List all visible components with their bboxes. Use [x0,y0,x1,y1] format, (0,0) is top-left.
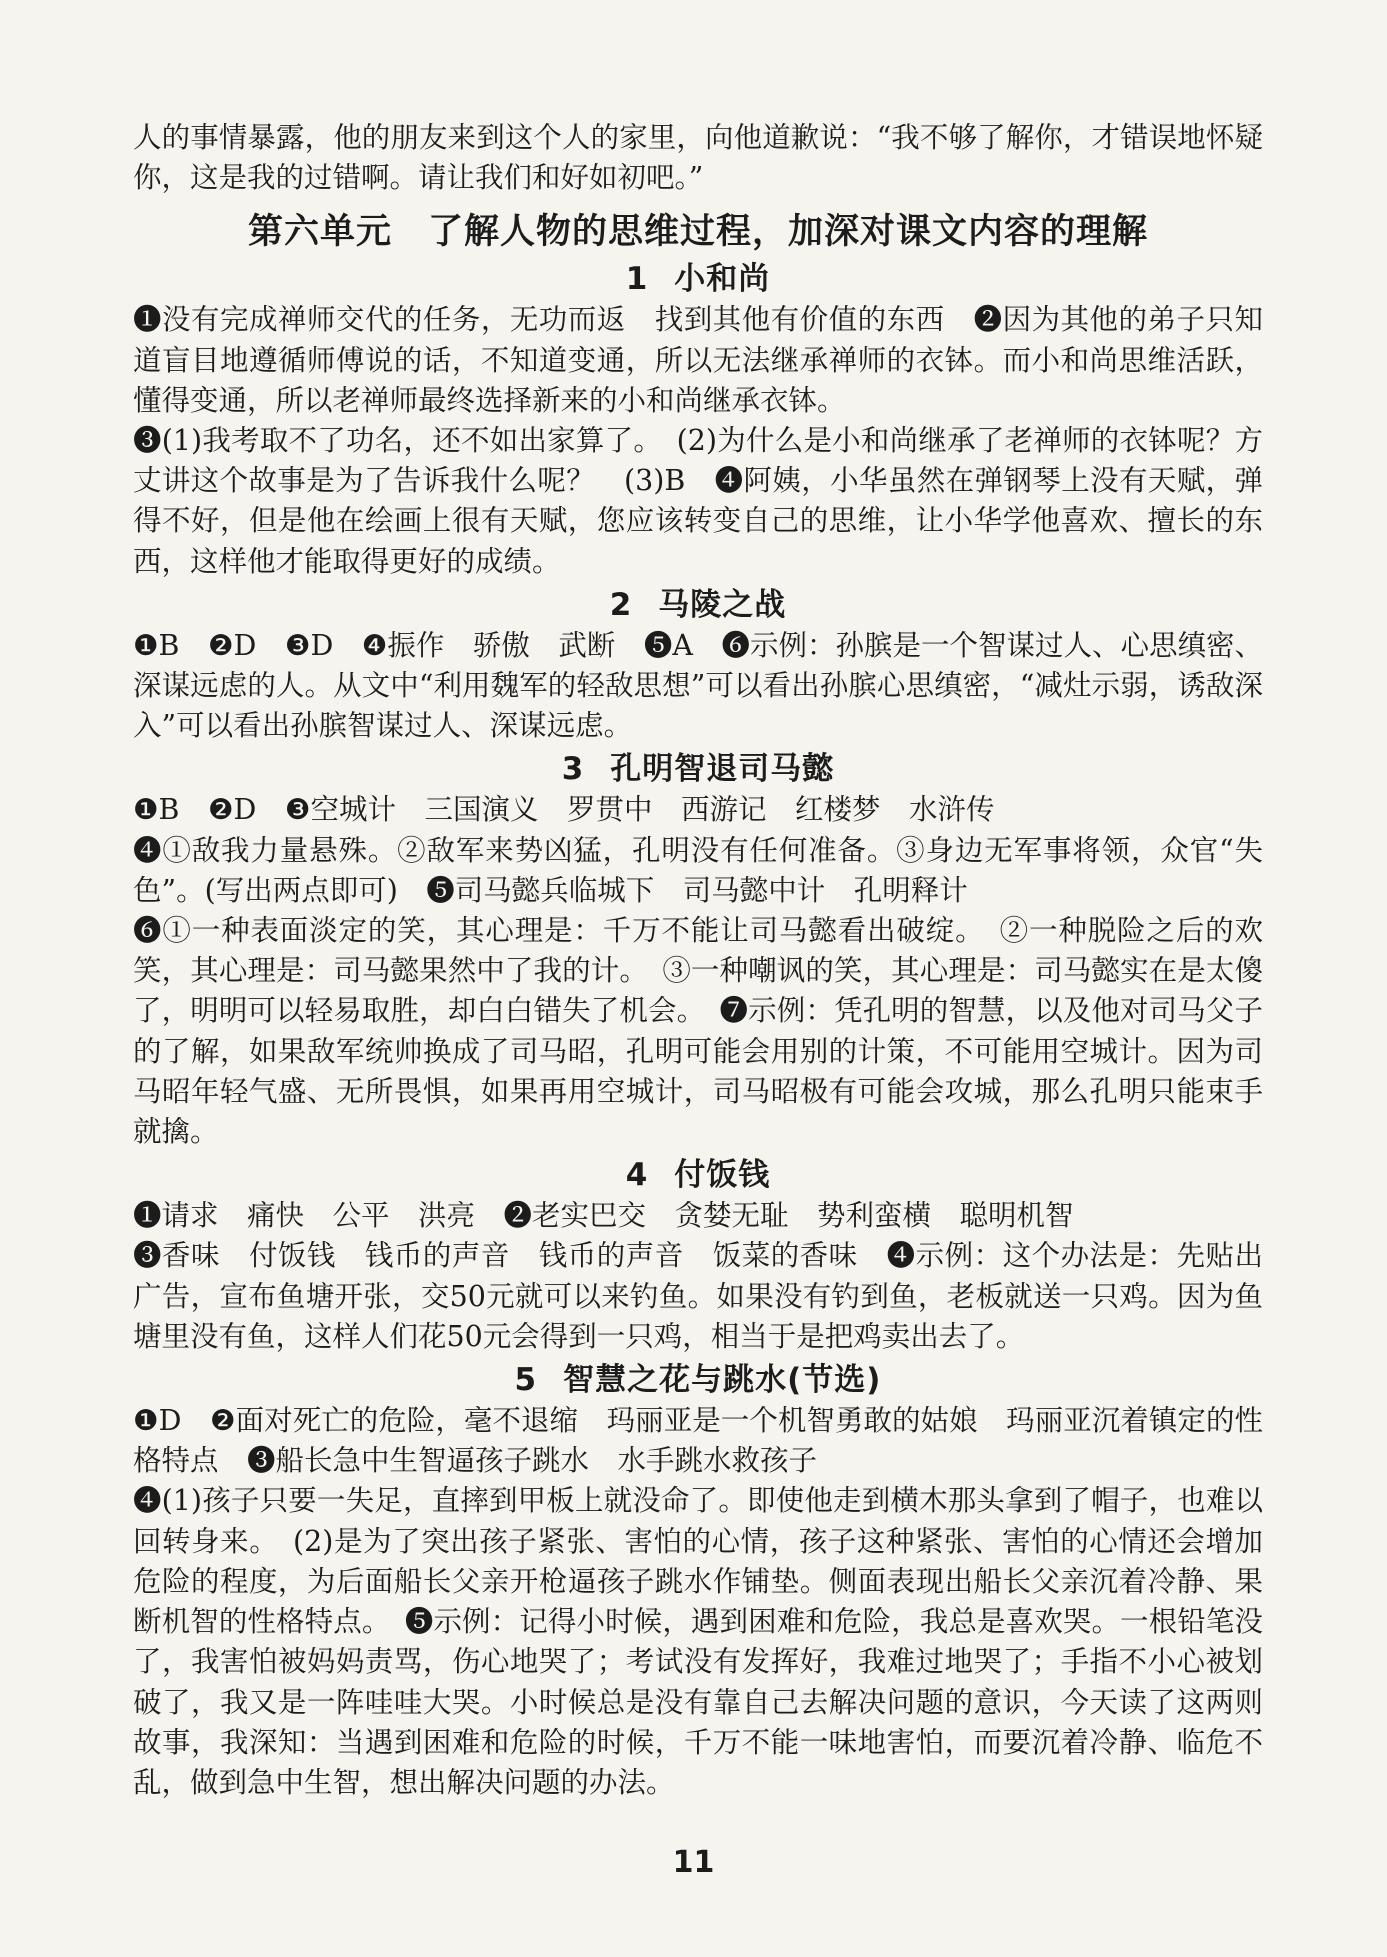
lesson-2 [133,584,1263,747]
lesson-number: 5 [514,1362,538,1399]
lesson-number: 3 [561,751,585,788]
answer-paragraph: ❹(1)孩子只要一失足，直摔到甲板上就没命了。即使他走到横木那头拿到了帽子，也难以回转身来。 (2)是为了突出孩子紧张、害怕的心情，孩子这种紧张、害怕的心情还会增加危险的程度，为后面船长父亲开枪逼孩子跳水作铺垫。侧面表现出船长父亲沉着冷静、果断机智的性格特点。 ❺示例：记得小时候，遇到困难和危险，我总是喜欢哭。一根铅笔没了，我害怕被妈妈责骂，伤心地哭了；考试没有发挥好，我难过地哭了；手指不小心被划破了，我又是一阵哇哇大哭。小时候总是没有靠自己去解决问题的意识，今天读了这两则故事，我深知：当遇到困难和危险的时候，千万不能一味地害怕，而要沉着冷静、临危不乱，做到急中生智，想出解决问题的办法。 [133,1484,1263,1799]
answer-paragraph: ❸(1)我考取不了功名，还不如出家算了。 (2)为什么是小和尚继承了老禅师的衣钵呢？方丈讲这个故事是为了告诉我什么呢？ (3)B ❹阿姨，小华虽然在弹钢琴上没有天赋，弹得不好，但是他在绘画上很有天赋，您应该转变自己的思维，让小华学他喜欢、擅长的东西，这样他才能取得更好的成绩。 [133,424,1263,578]
answer-paragraph: ❶没有完成禅师交代的任务，无功而返 找到其他有价值的东西 ❷因为其他的弟子只知道盲目地遵循师傅说的话，不知道变通，所以无法继承禅师的衣钵。而小和尚思维活跃，懂得变通，所以老禅师最终选择新来的小和尚继承衣钵。 [133,303,1263,417]
page-number: 11 [672,1845,715,1880]
answer-paragraph: ❸香味 付饭钱 钱币的声音 钱币的声音 饭菜的香味 ❹示例：这个办法是：先贴出广告，宣布鱼塘开张，交50元就可以来钓鱼。如果没有钓到鱼，老板就送一只鸡。因为鱼塘里没有鱼，这样人们花50元会得到一只鸡，相当于是把鸡卖出去了。 [133,1239,1263,1353]
lesson-name: 孔明智退司马懿 [610,751,835,788]
intro-paragraph: 人的事情暴露，他的朋友来到这个人的家里，向他道歉说：“我不够了解你，才错误地怀疑你，这是我的过错啊。请让我们和好如初吧。” [133,121,1263,195]
lesson-number: 1 [625,261,649,298]
lesson-title [133,258,1263,300]
answer-paragraph: ❹①敌我力量悬殊。②敌军来势凶猛，孔明没有任何准备。③身边无军事将领，众官“失色”。(写出两点即可) ❺司马懿兵临城下 司马懿中计 孔明释计 [133,833,1263,907]
lesson-number: 4 [625,1157,649,1194]
lesson-5 [133,1359,1263,1803]
lesson-title [133,584,1263,626]
lesson-3 [133,748,1263,1152]
answer-page [133,118,1263,1803]
lesson-name: 小和尚 [674,261,771,298]
lesson-title [133,748,1263,790]
answer-paragraph: ❶B ❷D ❸空城计 三国演义 罗贯中 西游记 红楼梦 水浒传 [133,793,995,827]
lesson-name: 智慧之花与跳水(节选) [563,1362,882,1399]
lesson-1 [133,258,1263,581]
answer-paragraph: ❻①一种表面淡定的笑，其心理是：千万不能让司马懿看出破绽。 ②一种脱险之后的欢笑，其心理是：司马懿果然中了我的计。 ③一种嘲讽的笑，其心理是：司马懿实在是太傻了，明明可以轻易取胜，却白白错失了机会。 ❼示例：凭孔明的智慧，以及他对司马父子的了解，如果敌军统帅换成了司马昭，孔明可能会用别的计策，不可能用空城计。因为司马昭年轻气盛、无所畏惧，如果再用空城计，司马昭极有可能会攻城，那么孔明只能束手就擒。 [133,914,1263,1149]
answer-paragraph: ❶B ❷D ❸D ❹振作 骄傲 武断 ❺A ❻示例：孙膑是一个智谋过人、心思缜密、深谋远虑的人。从文中“利用魏军的轻敌思想”可以看出孙膑心思缜密，“减灶示弱，诱敌深入”可以看出孙膑智谋过人、深谋远虑。 [133,628,1263,743]
lesson-name: 马陵之战 [658,586,787,623]
answer-paragraph: ❶请求 痛快 公平 洪亮 ❷老实巴交 贪婪无耻 势利蛮横 聪明机智 [133,1199,1074,1233]
unit-title: 第六单元 了解人物的思维过程，加深对课文内容的理解 [247,212,1148,253]
answer-paragraph: ❶D ❷面对死亡的危险，毫不退缩 玛丽亚是一个机智勇敢的姑娘 玛丽亚沉着镇定的性格特点 ❸船长急中生智逼孩子跳水 水手跳水救孩子 [133,1404,1263,1478]
lesson-name: 付饭钱 [674,1157,771,1194]
lesson-4 [133,1154,1263,1357]
lesson-number: 2 [609,586,633,623]
lesson-title [133,1359,1263,1401]
lesson-title [133,1154,1263,1196]
